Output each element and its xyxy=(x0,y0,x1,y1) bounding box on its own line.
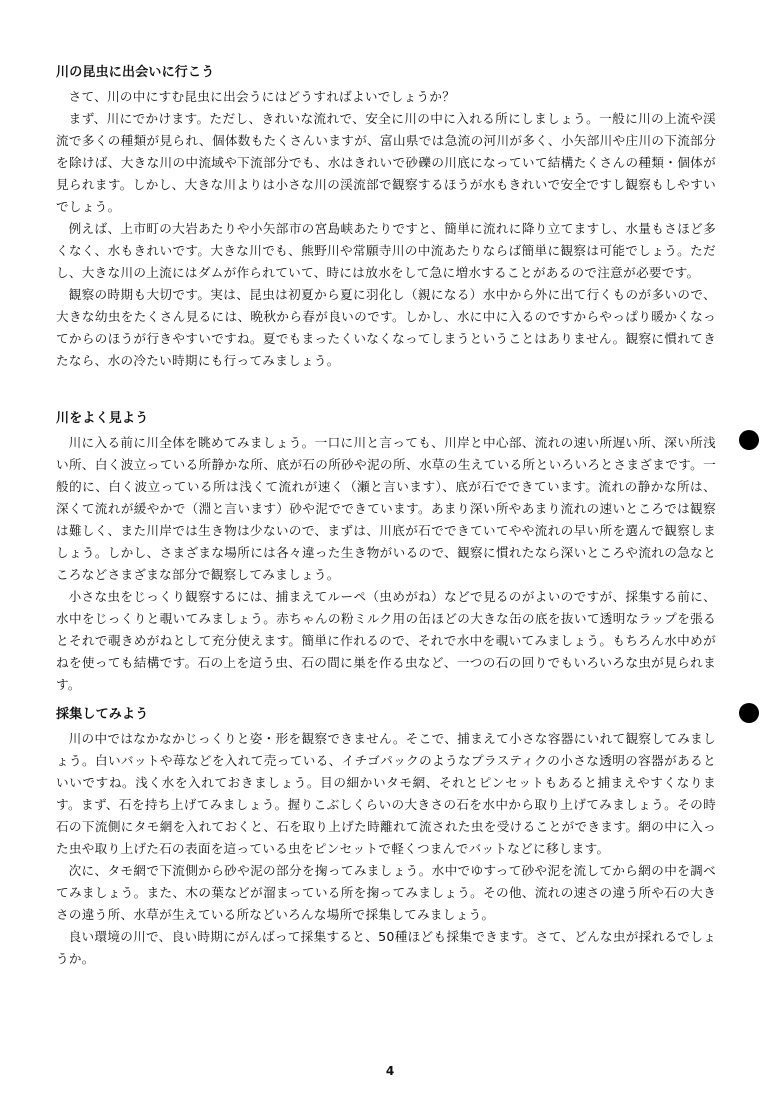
paragraph: 良い環境の川で、良い時期にがんばって採集すると、50種ほども採集できます。さて、どんな虫が採れるでしょうか。 xyxy=(56,929,716,966)
paragraph: 例えば、上市町の大岩あたりや小矢部市の宮島峡あたりですと、簡単に流れに降り立てますし、水量もさほど多くなく、水もきれいです。大きな川でも、熊野川や常願寺川の中流あたりならば簡単に観察は可能でしょう。ただし、大きな川の上流にはダムが作られていて、時には放水をして急に増水することがあるので注意が必要です。 xyxy=(56,221,716,280)
section-try-collecting xyxy=(56,706,716,970)
section-heading: 川の昆虫に出会いに行こう xyxy=(56,65,215,80)
paragraph: 小さな虫をじっくり観察するには、捕まえてルーペ（虫めがね）などで見るのがよいのですが、採集する前に、水中をじっくりと覗いてみましょう。赤ちゃんの粉ミルク用の缶ほどの大きな缶の底を抜いて透明なラップを張るとそれで覗きめがねとして充分使えます。簡単に作れるので、それで水中を覗いてみましょう。もちろん水中めがねを使っても結構です。石の上を這う虫、石の間に巣を作る虫など、一つの石の回りでもいろいろな虫が見られます。 xyxy=(56,589,716,692)
page-number: 4 xyxy=(385,1064,395,1078)
punch-hole-icon xyxy=(739,430,759,450)
paragraph: まず、川にでかけます。ただし、きれいな流れで、安全に川の中に入れる所にしましょう。一般に川の上流や渓流で多くの種類が見られ、個体数もたくさんいますが、富山県では急流の河川が多く、小矢部川や庄川の下流部分を除けば、大きな川の中流域や下流部分でも、水はきれいで砂礫の川底になっていて結構たくさんの種類・個体が見られます。しかし、大きな川よりは小さな川の渓流部で観察するほうが水もきれいで安全ですし観察もしやすいでしょう。 xyxy=(56,111,716,214)
paragraph: 川に入る前に川全体を眺めてみましょう。一口に川と言っても、川岸と中心部、流れの速い所遅い所、深い所浅い所、白く波立っている所静かな所、底が石の所砂や泥の所、水草の生えている所といろいろとさまざまです。一般的に、白く波立っている所は浅くて流れが速く（瀬と言います）、底が石でできています。流れの静かな所は、深くて流れが緩やかで（淵と言います）砂や泥でできています。あまり深い所やあまり流れの速いところでは観察は難しく、また川岸では生き物は少ないので、まずは、川底が石でできていてやや流れの早い所を選んで観察しましょう。しかし、さまざまな場所には各々違った生き物がいるので、観察に慣れたなら深いところや流れの急なところなどさまざまな部分で観察してみましょう。 xyxy=(56,435,716,582)
section-heading: 採集してみよう xyxy=(56,707,149,722)
section-look-at-river xyxy=(56,410,716,696)
section-heading: 川をよく見よう xyxy=(56,411,149,426)
paragraph: 次に、タモ網で下流側から砂や泥の部分を掬ってみましょう。水中でゆすって砂や泥を流してから網の中を調べてみましょう。また、木の葉などが溜まっている所を掬ってみましょう。その他、流れの速さの違う所や石の大きさの違う所、水草が生えている所などいろんな場所で採集してみましょう。 xyxy=(56,863,716,922)
paragraph: 川の中ではなかなかじっくりと姿・形を観察できません。そこで、捕まえて小さな容器にいれて観察してみましょう。白いバットや苺などを入れて売っている、イチゴパックのようなプラスティクの小さな透明の容器があるといいですね。浅く水を入れておきましょう。目の細かいタモ網、それとピンセットもあると捕まえやすくなります。まず、石を持ち上げてみましょう。握りこぶしくらいの大きさの石を水中から取り上げてみましょう。その時石の下流側にタモ網を入れておくと、石を取り上げた時離れて流された虫を受けることができます。網の中に入った虫や取り上げた石の表面を這っている虫をピンセットで軽くつまんでバットなどに移します。 xyxy=(56,731,716,856)
section-meet-river-insects xyxy=(56,64,716,372)
paragraph: 観察の時期も大切です。実は、昆虫は初夏から夏に羽化し（親になる）水中から外に出て行くものが多いので、大きな幼虫をたくさん見るには、晩秋から春が良いのです。しかし、水に中に入るのですからやっぱり暖かくなってからのほうが行きやすいですね。夏でもまったくいなくなってしまうということはありません。観察に慣れてきたなら、水の冷たい時期にも行ってみましょう。 xyxy=(56,287,716,368)
paragraph: さて、川の中にすむ昆虫に出会うにはどうすればよいでしょうか？ xyxy=(68,89,456,104)
punch-hole-icon xyxy=(739,703,759,723)
